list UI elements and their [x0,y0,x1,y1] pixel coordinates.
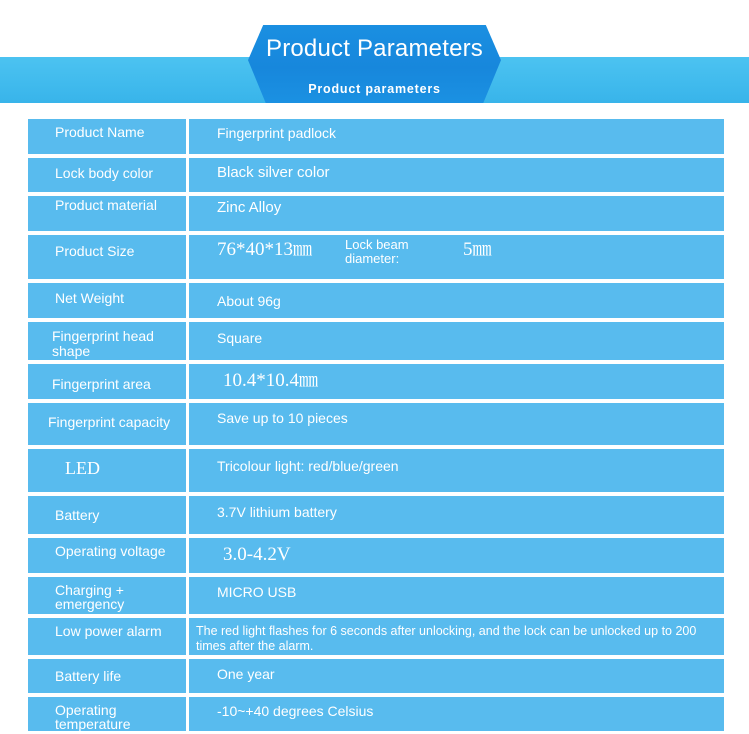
lock-beam-value: 5㎜ [463,239,492,260]
row-label: Fingerprint capacity [28,403,186,445]
table-row-operating-temperature [28,697,724,731]
table-row-operating-voltage [28,538,724,573]
row-label: Product Size [28,235,186,279]
row-label: Battery life [28,659,186,693]
page-title: Product Parameters [265,35,484,62]
row-value: One year [189,659,724,693]
row-value: About 96g [189,283,724,318]
row-label: Charging + emergency [28,577,186,614]
lock-beam-label: Lock beam diameter: [345,237,409,266]
row-value [189,235,724,279]
row-label: Net Weight [28,283,186,318]
table-row-low-power-alarm [28,618,724,655]
page-subtitle: Product parameters [308,82,441,96]
row-value: Zinc Alloy [189,196,724,231]
row-label: Fingerprint head shape [28,322,186,360]
row-value: 10.4*10.4㎜ [189,364,724,399]
row-value: Black silver color [189,158,724,192]
row-label: LED [28,449,186,492]
row-label: Operating temperature [28,697,186,731]
table-row-product-material [28,196,724,231]
row-label: Operating voltage [28,538,186,573]
table-row-fingerprint-area [28,364,724,399]
row-value: MICRO USB [189,577,724,614]
row-value: 3.7V lithium battery [189,496,724,534]
row-value: Save up to 10 pieces [189,403,724,445]
row-label: Fingerprint area [28,364,186,399]
table-row-fingerprint-capacity [28,403,724,445]
table-row-battery-life [28,659,724,693]
row-value: Tricolour light: red/blue/green [189,449,724,492]
row-label: Lock body color [28,158,186,192]
table-row-fingerprint-head-shape [28,322,724,360]
row-label: Product material [28,196,186,231]
row-value: -10~+40 degrees Celsius [189,697,724,731]
row-label: Battery [28,496,186,534]
table-row-battery [28,496,724,534]
row-label: Product Name [28,119,186,154]
table-row-product-name [28,119,724,154]
row-value: Fingerprint padlock [189,119,724,154]
row-value: 3.0-4.2V [189,538,724,573]
table-row-lock-body-color [28,158,724,192]
table-row-led [28,449,724,492]
row-value: The red light flashes for 6 seconds after unlocking, and the lock can be unlocked up to 200 times after the alarm. [189,618,724,655]
table-row-net-weight [28,283,724,318]
table-row-charging-emergency [28,577,724,614]
row-label: Low power alarm [28,618,186,655]
table-row-product-size [28,235,724,279]
size-dimensions: 76*40*13㎜ [217,239,313,260]
parameters-table [27,118,725,731]
row-value: Square [189,322,724,360]
